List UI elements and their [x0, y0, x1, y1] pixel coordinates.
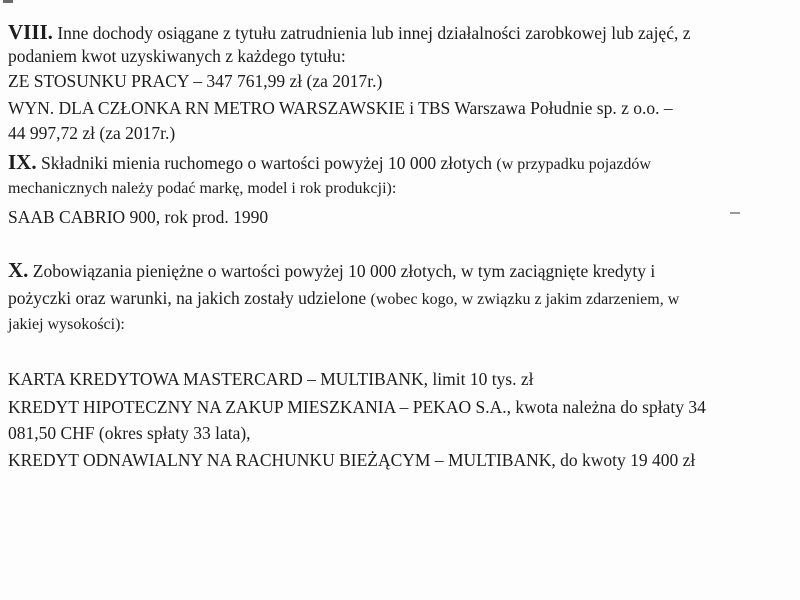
section-ix-text-line2: mechanicznych należy podać markę, model i rok produkcji): — [8, 180, 397, 197]
section-x-text-line1: Zobowiązania pieniężne o wartości powyżej 10 000 złotych, w tym zaciągnięte kredyty i — [32, 261, 656, 281]
section-x-item-mortgage-line1: KREDYT HIPOTECZNY NA ZAKUP MIESZKANIA – PEKAO S.A., kwota należna do spłaty 34 — [8, 397, 706, 417]
section-x-item-credit-card: KARTA KREDYTOWA MASTERCARD – MULTIBANK, limit 10 tys. zł — [8, 369, 534, 389]
scan-artifact-mark — [730, 212, 740, 214]
section-x-text-line3: jakiej wysokości): — [8, 316, 125, 333]
section-viii-item-board-line2: 44 997,72 zł (za 2017r.) — [8, 123, 176, 143]
section-ix-text-note: (w przypadku pojazdów — [496, 156, 651, 173]
section-viii-text-line1: Inne dochody osiągane z tytułu zatrudnienia lub innej działalności zarobkowej lub zajęć, z — [57, 23, 691, 43]
section-ix-number: IX. — [8, 150, 37, 174]
section-x-number: X. — [8, 258, 29, 282]
section-viii-heading-line — [8, 21, 690, 44]
section-x-item-revolving-credit: KREDYT ODNAWIALNY NA RACHUNKU BIEŻĄCYM – MULTIBANK, do kwoty 19 400 zł — [8, 450, 696, 470]
section-viii-item-employment: ZE STOSUNKU PRACY – 347 761,99 zł (za 2017r.) — [8, 71, 383, 91]
section-ix-item-vehicle: SAAB CABRIO 900, rok prod. 1990 — [8, 207, 269, 227]
section-viii-text-line2: podaniem kwot uzyskiwanych z każdego tytułu: — [8, 46, 346, 66]
section-viii-number: VIII. — [8, 20, 53, 44]
scan-artifact — [3, 0, 13, 3]
section-ix-heading-line — [8, 151, 651, 176]
section-viii-item-board-line1: WYN. DLA CZŁONKA RN METRO WARSZAWSKIE i TBS Warszawa Południe sp. z o.o. – — [8, 98, 673, 118]
section-ix-text-main: Składniki mienia ruchomego o wartości powyżej 10 000 złotych — [40, 153, 492, 173]
section-x-item-mortgage-line2: 081,50 CHF (okres spłaty 33 lata), — [8, 423, 251, 443]
section-x-text-line2 — [8, 287, 679, 311]
section-x-text-line2-main: pożyczki oraz warunki, na jakich zostały udzielone — [8, 288, 367, 308]
section-x-heading-line — [8, 259, 655, 282]
section-x-text-line2-note: (wobec kogo, w związku z jakim zdarzeniem, w — [370, 291, 680, 308]
